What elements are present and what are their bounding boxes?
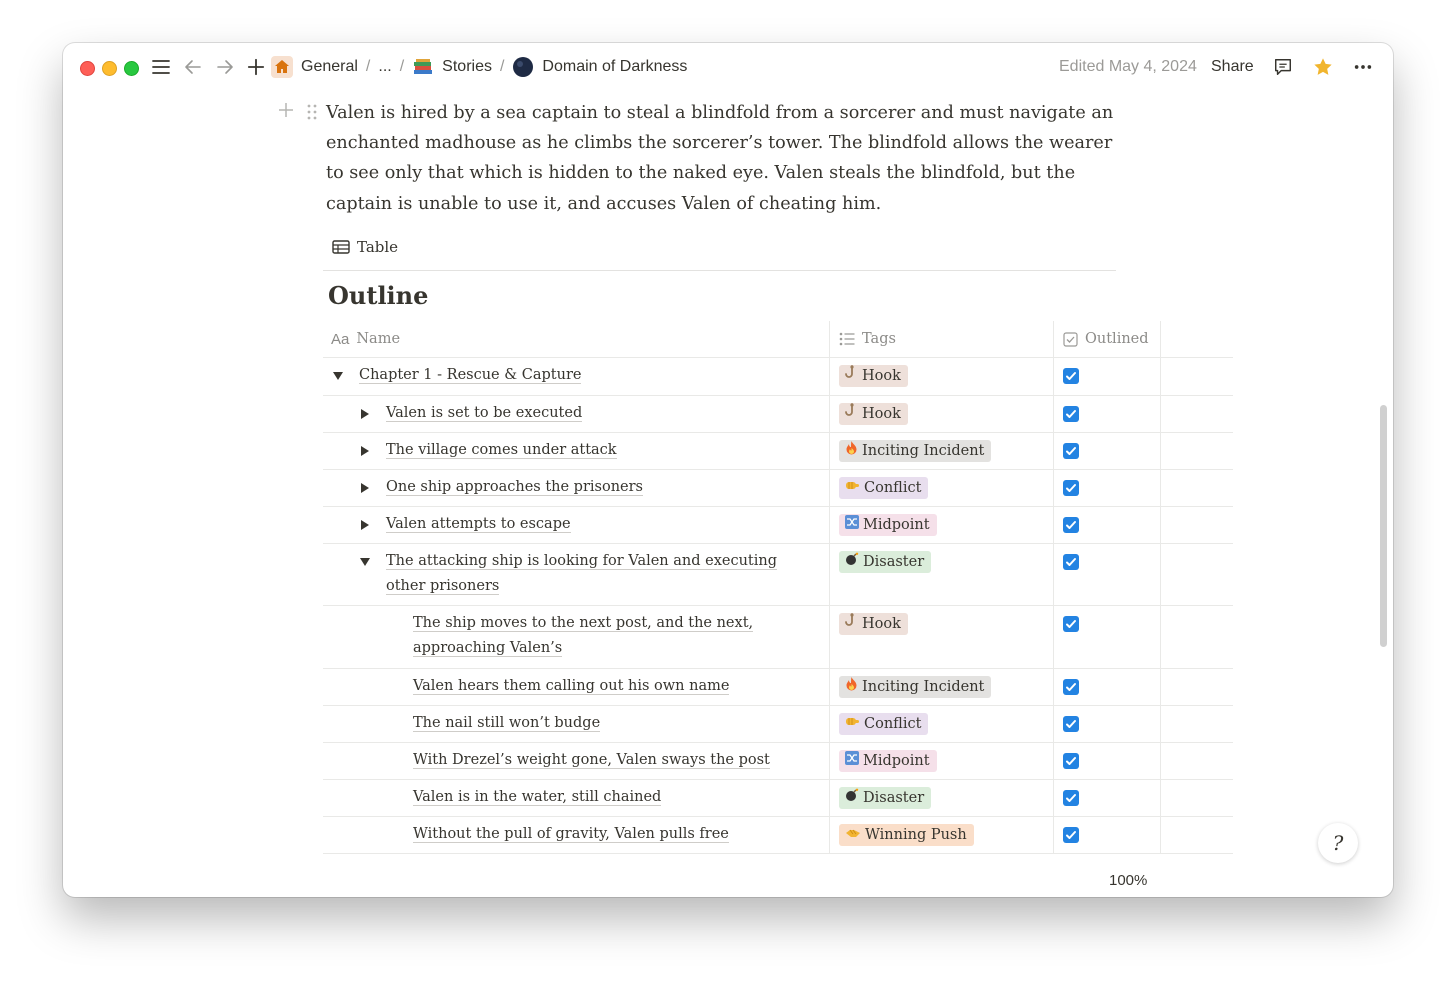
column-divider — [1053, 358, 1054, 395]
row-name[interactable] — [413, 748, 813, 773]
row-name[interactable] — [386, 549, 786, 599]
checkmark-icon — [1065, 445, 1077, 457]
new-page-plus-icon[interactable] — [247, 57, 265, 77]
breadcrumb-separator: / — [399, 58, 405, 75]
table-row[interactable] — [323, 780, 1233, 817]
column-divider — [1053, 544, 1054, 605]
tag-pill[interactable] — [839, 514, 937, 536]
tag-pill[interactable] — [839, 824, 974, 846]
row-name-text: One ship approaches the prisoners — [386, 479, 643, 495]
table-row[interactable] — [323, 507, 1233, 544]
table-row[interactable] — [323, 544, 1233, 606]
outlined-checkbox[interactable] — [1063, 616, 1079, 632]
toggle-collapsed-icon[interactable] — [358, 407, 372, 421]
checkmark-icon — [1065, 556, 1077, 568]
close-window-button[interactable] — [80, 61, 95, 76]
fist-icon — [845, 716, 860, 732]
column-header-tags[interactable] — [839, 321, 896, 357]
column-label-tags: Tags — [862, 331, 896, 347]
table-row[interactable] — [323, 743, 1233, 780]
tag-pill[interactable] — [839, 613, 908, 635]
drag-handle-icon[interactable] — [306, 104, 318, 120]
outlined-checkbox[interactable] — [1063, 517, 1079, 533]
story-paragraph[interactable]: Valen is hired by a sea captain to steal a blindfold from a sorcerer and must navigate an enchanted madhouse as he climbs the sorcerer’s tower. The blindfold allows the wearer to see only that which is hidden to the naked eye. Valen steals the blindfold, but the captain is unable to use it, and accuses Valen of cheating him. — [326, 103, 1114, 214]
column-divider — [829, 743, 830, 779]
view-divider — [323, 270, 1116, 271]
breadcrumb-label-ellipsis: ... — [378, 58, 392, 75]
column-divider — [829, 358, 830, 395]
column-divider — [1160, 706, 1161, 742]
column-divider — [829, 606, 830, 668]
column-divider — [1160, 817, 1161, 853]
hook-icon — [845, 368, 858, 384]
column-divider — [1160, 743, 1161, 779]
table-row[interactable] — [323, 433, 1233, 470]
row-name[interactable] — [413, 822, 813, 847]
row-name-text: The nail still won’t budge — [413, 715, 601, 731]
row-name-text: The village comes under attack — [386, 442, 617, 458]
column-divider — [1053, 706, 1054, 742]
checkmark-icon — [1065, 718, 1077, 730]
breadcrumb-stories[interactable] — [412, 56, 492, 78]
fire-icon — [845, 679, 858, 695]
tag-label: Hook — [862, 616, 901, 632]
dark-moon-icon — [512, 56, 534, 78]
help-glyph-icon: ? — [1332, 831, 1344, 855]
toggle-collapsed-icon[interactable] — [358, 444, 372, 458]
tag-label: Hook — [862, 406, 901, 422]
checkmark-icon — [1065, 482, 1077, 494]
tag-pill[interactable] — [839, 365, 908, 387]
minimize-window-button[interactable] — [102, 61, 117, 76]
row-name-text: The ship moves to the next post, and the next, approaching Valen’s — [413, 615, 754, 656]
table-body — [323, 358, 1233, 854]
table-view-tab[interactable] — [332, 238, 398, 256]
row-name[interactable] — [386, 475, 816, 500]
column-header-name[interactable] — [331, 321, 400, 357]
column-divider — [829, 780, 830, 816]
table-row[interactable] — [323, 396, 1233, 433]
tag-label: Conflict — [864, 716, 922, 732]
more-options-icon[interactable] — [1352, 57, 1374, 77]
row-name-text: Valen is in the water, still chained — [413, 789, 662, 805]
column-divider — [1160, 544, 1161, 605]
tag-pill[interactable] — [839, 551, 931, 573]
column-divider — [1053, 396, 1054, 432]
breadcrumb-label-domain: Domain of Darkness — [542, 58, 688, 75]
column-divider — [829, 669, 830, 705]
breadcrumb-label-general: General — [301, 58, 358, 75]
column-divider — [1053, 321, 1054, 357]
column-header-outlined[interactable] — [1063, 321, 1149, 357]
handshake-icon — [845, 827, 861, 843]
column-divider — [1053, 780, 1054, 816]
share-button[interactable]: Share — [1211, 58, 1254, 75]
checkmark-icon — [1065, 408, 1077, 420]
checkmark-icon — [1065, 618, 1077, 630]
tag-label: Disaster — [863, 554, 925, 570]
column-divider — [1053, 743, 1054, 779]
column-divider — [1053, 606, 1054, 668]
outlined-checkbox[interactable] — [1063, 480, 1079, 496]
breadcrumb-ellipsis[interactable] — [378, 58, 391, 76]
row-name[interactable] — [386, 512, 816, 537]
outlined-checkbox[interactable] — [1063, 679, 1079, 695]
outline-table — [323, 321, 1233, 854]
toggle-collapsed-icon[interactable] — [358, 481, 372, 495]
row-name[interactable] — [413, 785, 813, 810]
books-icon — [412, 56, 434, 78]
row-name[interactable] — [413, 611, 813, 661]
row-name[interactable] — [386, 401, 816, 426]
fist-icon — [845, 480, 860, 496]
tag-label: Disaster — [863, 790, 925, 806]
tag-pill[interactable] — [839, 403, 908, 425]
column-divider — [1160, 321, 1161, 357]
column-divider — [1053, 669, 1054, 705]
table-row[interactable] — [323, 358, 1233, 396]
row-name-text: Valen is set to be executed — [386, 405, 583, 421]
tag-label: Hook — [862, 368, 901, 384]
tag-label: Midpoint — [863, 753, 930, 769]
breadcrumb-domain-of-darkness[interactable] — [512, 56, 687, 78]
breadcrumb-general[interactable] — [271, 56, 358, 78]
tag-pill[interactable] — [839, 477, 928, 499]
tag-pill[interactable] — [839, 676, 991, 698]
row-name[interactable] — [359, 363, 799, 388]
row-name[interactable] — [413, 674, 813, 699]
column-divider — [829, 433, 830, 469]
column-divider — [829, 321, 830, 357]
hook-icon — [845, 406, 858, 422]
row-name-text: The attacking ship is looking for Valen and executing other prisoners — [386, 553, 778, 594]
column-divider — [829, 706, 830, 742]
column-divider — [1160, 470, 1161, 506]
row-name-text: Without the pull of gravity, Valen pulls free — [413, 826, 729, 842]
column-divider — [1160, 507, 1161, 543]
text-property-icon: Aa — [331, 330, 350, 348]
outlined-checkbox[interactable] — [1063, 716, 1079, 732]
sidebar-menu-icon[interactable] — [151, 57, 171, 77]
shuffle-icon — [845, 753, 859, 769]
toggle-expanded-icon[interactable] — [358, 555, 372, 569]
toggle-collapsed-icon[interactable] — [358, 518, 372, 532]
back-arrow-icon[interactable] — [183, 57, 203, 77]
table-view-icon — [332, 239, 350, 255]
table-view-label: Table — [357, 238, 399, 256]
checkmark-icon — [1065, 829, 1077, 841]
tag-label: Winning Push — [865, 827, 967, 843]
row-name-text: With Drezel’s weight gone, Valen sways the post — [413, 752, 770, 768]
multi-select-property-icon — [839, 332, 855, 346]
column-divider — [829, 507, 830, 543]
comments-icon[interactable] — [1272, 57, 1294, 77]
column-divider — [829, 396, 830, 432]
table-row[interactable] — [323, 669, 1233, 706]
table-header — [323, 321, 1233, 358]
hook-icon — [845, 616, 858, 632]
zoom-window-button[interactable] — [124, 61, 139, 76]
bomb-icon — [845, 790, 859, 806]
database-title[interactable]: Outline — [328, 281, 429, 310]
help-button[interactable] — [1318, 823, 1358, 863]
row-name-text: Valen attempts to escape — [386, 516, 571, 532]
column-divider — [1053, 507, 1054, 543]
house-icon — [271, 56, 293, 78]
outlined-checkbox[interactable] — [1063, 406, 1079, 422]
add-block-plus-icon[interactable] — [278, 102, 294, 118]
tag-pill[interactable] — [839, 750, 937, 772]
checkmark-icon — [1065, 681, 1077, 693]
checkbox-property-icon — [1063, 332, 1078, 347]
column-divider — [1160, 606, 1161, 668]
column-divider — [829, 817, 830, 853]
column-divider — [1160, 358, 1161, 395]
column-divider — [829, 470, 830, 506]
tag-pill[interactable] — [839, 787, 931, 809]
table-row[interactable] — [323, 817, 1233, 854]
favorite-star-icon[interactable] — [1312, 57, 1334, 77]
toggle-expanded-icon[interactable] — [331, 369, 345, 383]
breadcrumb — [271, 56, 687, 78]
column-divider — [1160, 396, 1161, 432]
tag-label: Inciting Incident — [862, 443, 985, 459]
shuffle-icon — [845, 517, 859, 533]
top-bar — [63, 43, 1393, 91]
row-name-text: Valen hears them calling out his own name — [413, 678, 730, 694]
checkmark-icon — [1065, 792, 1077, 804]
column-divider — [1160, 780, 1161, 816]
checkmark-icon — [1065, 519, 1077, 531]
outlined-checkbox[interactable] — [1063, 790, 1079, 806]
column-label-name: Name — [356, 331, 401, 347]
checkmark-icon — [1065, 755, 1077, 767]
breadcrumb-separator: / — [499, 58, 505, 75]
table-row[interactable] — [323, 606, 1233, 669]
row-name[interactable] — [386, 438, 816, 463]
tag-label: Conflict — [864, 480, 922, 496]
outlined-checkbox[interactable] — [1063, 368, 1079, 384]
column-divider — [1053, 470, 1054, 506]
breadcrumb-label-stories: Stories — [442, 58, 492, 75]
tag-pill[interactable] — [839, 440, 991, 462]
column-divider — [1160, 433, 1161, 469]
bomb-icon — [845, 554, 859, 570]
row-name[interactable] — [413, 711, 813, 736]
tag-label: Midpoint — [863, 517, 930, 533]
notion-window — [63, 43, 1393, 897]
breadcrumb-separator: / — [365, 58, 371, 75]
outlined-checkbox[interactable] — [1063, 827, 1079, 843]
outlined-checkbox[interactable] — [1063, 554, 1079, 570]
table-row[interactable] — [323, 470, 1233, 507]
column-label-outlined: Outlined — [1085, 331, 1149, 347]
column-divider — [1053, 817, 1054, 853]
column-divider — [1053, 433, 1054, 469]
outlined-checkbox[interactable] — [1063, 753, 1079, 769]
fire-icon — [845, 443, 858, 459]
table-row[interactable] — [323, 706, 1233, 743]
column-divider — [1160, 669, 1161, 705]
column-divider — [829, 544, 830, 605]
zoom-level[interactable]: 100% — [1109, 872, 1148, 889]
outlined-checkbox[interactable] — [1063, 443, 1079, 459]
vertical-scrollbar[interactable] — [1380, 405, 1387, 647]
tag-label: Inciting Incident — [862, 679, 985, 695]
row-name-text: Chapter 1 - Rescue & Capture — [359, 367, 582, 383]
forward-arrow-icon[interactable] — [215, 57, 235, 77]
tag-pill[interactable] — [839, 713, 928, 735]
edited-timestamp: Edited May 4, 2024 — [1059, 58, 1197, 75]
checkmark-icon — [1065, 370, 1077, 382]
